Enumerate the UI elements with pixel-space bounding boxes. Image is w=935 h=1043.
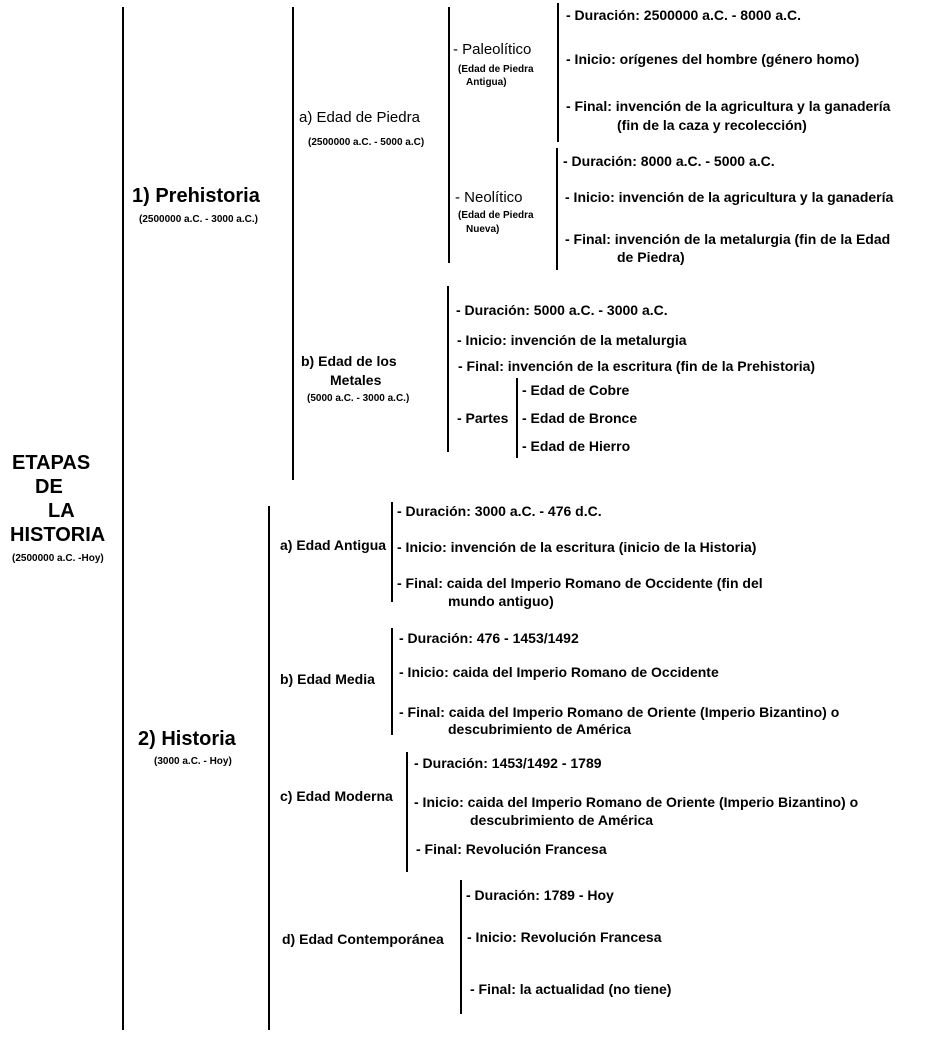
contemporanea-duracion: - Duración: 1789 - Hoy xyxy=(466,887,614,903)
moderna-duracion: - Duración: 1453/1492 - 1789 xyxy=(414,755,602,771)
antigua-bracket xyxy=(391,502,393,602)
paleolitico-final-1: - Final: invención de la agricultura y la ganadería xyxy=(566,98,891,114)
paleolitico-inicio: - Inicio: orígenes del hombre (género homo) xyxy=(566,51,860,67)
moderna-final: - Final: Revolución Francesa xyxy=(416,841,607,857)
media-bracket xyxy=(391,628,393,735)
contemporanea-inicio: - Inicio: Revolución Francesa xyxy=(467,929,662,945)
neolitico-sub-1: (Edad de Piedra xyxy=(458,210,534,221)
contemporanea-final: - Final: la actualidad (no tiene) xyxy=(470,981,672,997)
media-final-2: descubrimiento de América xyxy=(448,721,632,737)
metales-date: (5000 a.C. - 3000 a.C.) xyxy=(307,393,410,404)
antigua-inicio: - Inicio: invención de la escritura (inicio de la Historia) xyxy=(397,539,757,555)
piedra-title: a) Edad de Piedra xyxy=(299,109,420,126)
neolitico-sub-2: Nueva) xyxy=(466,224,500,235)
root-bracket xyxy=(122,7,124,1030)
root-date: (2500000 a.C. -Hoy) xyxy=(12,553,104,564)
prehistoria-bracket xyxy=(292,7,294,480)
moderna-inicio-1: - Inicio: caida del Imperio Romano de Oriente (Imperio Bizantino) o xyxy=(414,794,859,810)
piedra-bracket xyxy=(448,7,450,263)
media-inicio: - Inicio: caida del Imperio Romano de Occidente xyxy=(399,664,719,680)
antigua-final-2: mundo antiguo) xyxy=(448,593,554,609)
root-title-line-4: HISTORIA xyxy=(10,524,106,546)
paleolitico-final-2: (fin de la caza y recolección) xyxy=(617,117,807,133)
historia-date: (3000 a.C. - Hoy) xyxy=(154,756,232,767)
contemporanea-title: d) Edad Contemporánea xyxy=(282,931,444,947)
media-title: b) Edad Media xyxy=(280,671,375,687)
root-title-line-1: ETAPAS xyxy=(12,452,91,474)
metales-parte-hierro: - Edad de Hierro xyxy=(522,438,631,454)
historia-bracket xyxy=(268,506,270,1030)
neolitico-title: - Neolítico xyxy=(455,189,523,206)
historia-title: 2) Historia xyxy=(138,728,236,750)
antigua-duracion: - Duración: 3000 a.C. - 476 d.C. xyxy=(397,503,602,519)
paleolitico-duracion: - Duración: 2500000 a.C. - 8000 a.C. xyxy=(566,7,801,23)
metales-parte-cobre: - Edad de Cobre xyxy=(522,382,630,398)
antigua-final-1: - Final: caida del Imperio Romano de Occidente (fin del xyxy=(397,575,763,591)
root-title-line-2: DE xyxy=(35,476,63,498)
antigua-title: a) Edad Antigua xyxy=(280,537,387,553)
moderna-inicio-2: descubrimiento de América xyxy=(470,812,654,828)
metales-title-1: b) Edad de los xyxy=(301,353,397,369)
paleolitico-title: - Paleolítico xyxy=(453,41,532,58)
neolitico-final-2: de Piedra) xyxy=(617,249,685,265)
prehistoria-date: (2500000 a.C. - 3000 a.C.) xyxy=(139,214,258,225)
neolitico-final-1: - Final: invención de la metalurgia (fin de la Edad xyxy=(565,231,891,247)
metales-parte-bronce: - Edad de Bronce xyxy=(522,410,638,426)
media-duracion: - Duración: 476 - 1453/1492 xyxy=(399,630,579,646)
partes-bracket xyxy=(516,378,518,458)
paleolitico-sub-2: Antigua) xyxy=(466,77,507,88)
metales-bracket xyxy=(447,286,449,452)
metales-duracion: - Duración: 5000 a.C. - 3000 a.C. xyxy=(456,302,668,318)
root-title-line-3: LA xyxy=(48,500,75,522)
moderna-title: c) Edad Moderna xyxy=(280,788,393,804)
piedra-date: (2500000 a.C. - 5000 a.C) xyxy=(308,137,425,148)
metales-final: - Final: invención de la escritura (fin de la Prehistoria) xyxy=(458,358,816,374)
paleolitico-bracket xyxy=(557,3,559,142)
metales-title-2: Metales xyxy=(330,372,382,388)
paleolitico-sub-1: (Edad de Piedra xyxy=(458,64,534,75)
metales-partes-label: - Partes xyxy=(457,410,509,426)
contemporanea-bracket xyxy=(460,880,462,1014)
media-final-1: - Final: caida del Imperio Romano de Oriente (Imperio Bizantino) o xyxy=(399,704,840,720)
neolitico-inicio: - Inicio: invención de la agricultura y la ganadería xyxy=(565,189,894,205)
prehistoria-title: 1) Prehistoria xyxy=(132,185,260,207)
metales-inicio: - Inicio: invención de la metalurgia xyxy=(457,332,687,348)
neolitico-bracket xyxy=(556,148,558,270)
moderna-bracket xyxy=(406,752,408,872)
neolitico-duracion: - Duración: 8000 a.C. - 5000 a.C. xyxy=(563,153,775,169)
